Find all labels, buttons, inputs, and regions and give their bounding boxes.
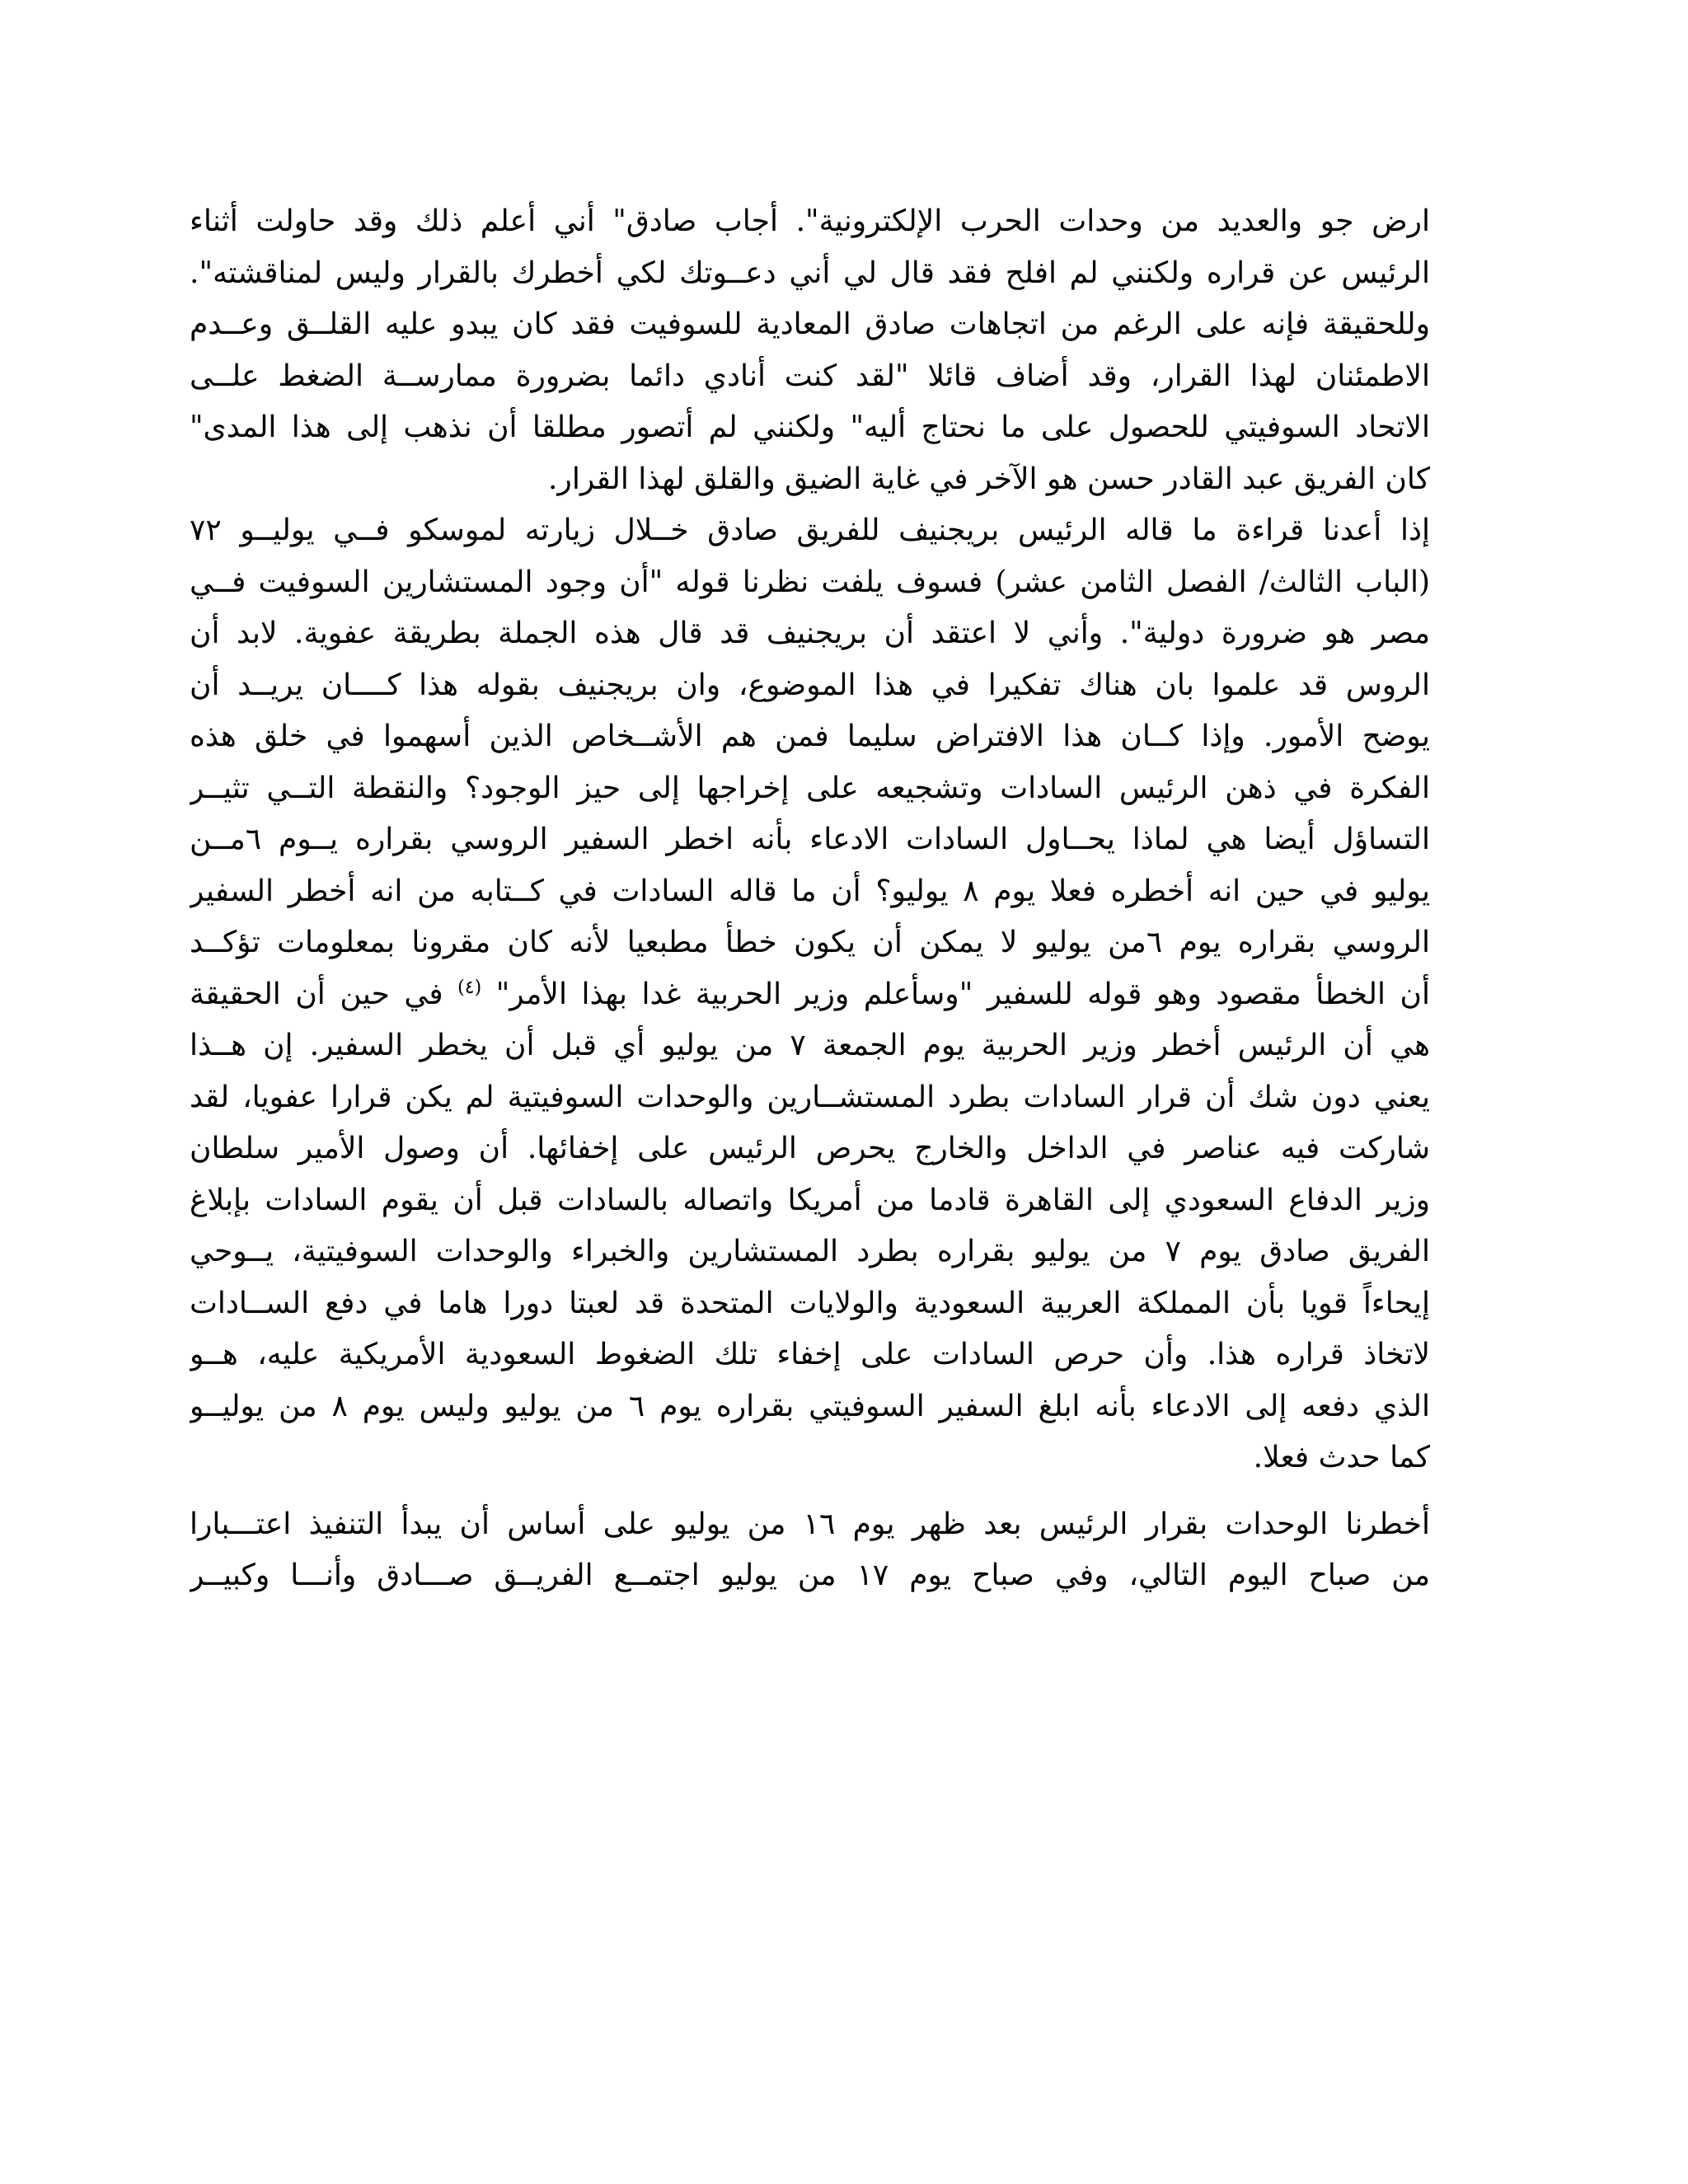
text-line: يعني دون شك أن قرار السادات بطرد المستشــارين والوحدات السوفيتية لم يكن قرارا عفويا، لقد [190, 1080, 1430, 1114]
text-line: إيحاءاً قويا بأن المملكة العربية السعودية والولايات المتحدة قد لعبتا دورا هاما في دفع الســادات [190, 1286, 1430, 1320]
text-line: يوضح الأمور. وإذا كــان هذا الافتراض سليما فمن هم الأشــخاص الذين أسهموا في خلق هذه [190, 719, 1430, 753]
text-line: الاطمئنان لهذا القرار، وقد أضاف قائلا "لقد كنت أنادي دائما بضرورة ممارســة الضغط علــى [190, 359, 1430, 393]
text-line: إذا أعدنا قراءة ما قاله الرئيس بريجنيف للفريق صادق خــلال زيارته لموسكو فــي يوليــو ٧٢ [190, 513, 1430, 547]
text-line: (الباب الثالث/ الفصل الثامن عشر) فسوف يلفت نظرنا قوله "أن وجود المستشارين السوفيت فــي [190, 565, 1430, 599]
paragraph-2 [190, 505, 1430, 1484]
text-line: شاركت فيه عناصر في الداخل والخارج يحرص الرئيس على إخفائها. أن وصول الأمير سلطان [190, 1132, 1430, 1165]
body-text [190, 196, 1430, 1602]
text-line: هي أن الرئيس أخطر وزير الحربية يوم الجمعة ٧ من يوليو أي قبل أن يخطر السفير. إن هــذا [190, 1029, 1430, 1062]
text-line: الاتحاد السوفيتي للحصول على ما نحتاج أليه" ولكنني لم أتصور مطلقا أن نذهب إلى هذا المدى" [190, 410, 1430, 444]
footnote-marker[interactable]: (٤) [457, 977, 482, 998]
text-line: يوليو في حين انه أخطره فعلا يوم ٨ يوليو؟ أن ما قاله السادات في كــتابه من انه أخطر السفير [190, 874, 1430, 908]
text-line: الذي دفعه إلى الادعاء بأنه ابلغ السفير السوفيتي بقراره يوم ٦ من يوليو وليس يوم ٨ من يوليــو [190, 1389, 1430, 1423]
paragraph-3 [190, 1499, 1430, 1602]
text-line: كان الفريق عبد القادر حسن هو الآخر في غاية الضيق والقلق لهذا القرار. [547, 462, 1430, 496]
text-line: الرئيس عن قراره ولكنني لم افلح فقد قال لي أني دعــوتك لكي أخطرك بالقرار وليس لمناقشته". [190, 255, 1430, 290]
text-line: الروس قد علموا بان هناك تفكيرا في هذا الموضوع، وان بريجنيف بقوله هذا كــــان يريــد أن [190, 668, 1430, 702]
text-line: لاتخاذ قراره هذا. وأن حرص السادات على إخفاء تلك الضغوط السعودية الأمريكية عليه، هــو [190, 1338, 1430, 1371]
text-line: كما حدث فعلا. [1253, 1441, 1430, 1474]
text-line: ارض جو والعديد من وحدات الحرب الإلكترونية". أجاب صادق" أني أعلم ذلك وقد حاولت أثناء [190, 204, 1430, 238]
text-line: الفريق صادق يوم ٧ من يوليو بقراره بطرد المستشارين والخبراء والوحدات السوفيتية، يــوحي [190, 1235, 1430, 1268]
text-line: وللحقيقة فإنه على الرغم من اتجاهات صادق المعادية للسوفيت فقد كان يبدو عليه القلــق وعــدم [190, 307, 1430, 341]
text-line: وزير الدفاع السعودي إلى القاهرة قادما من أمريكا واتصاله بالسادات قبل أن يقوم السادات بإبلاغ [190, 1183, 1430, 1217]
paragraph-gap [190, 1484, 1430, 1499]
text-line: من صباح اليوم التالي، وفي صباح يوم ١٧ من يوليو اجتمــع الفريــق صـــادق وأنـــا وكبيــر [190, 1558, 1430, 1592]
text-line: الفكرة في ذهن الرئيس السادات وتشجيعه على إخراجها إلى حيز الوجود؟ والنقطة التــي تثيــر [190, 771, 1430, 805]
text-line: أخطرنا الوحدات بقرار الرئيس بعد ظهر يوم ١٦ من يوليو على أساس أن يبدأ التنفيذ اعتـــبارا [190, 1507, 1430, 1541]
text-line: الروسي بقراره يوم ٦من يوليو لا يمكن أن يكون خطأ مطبعيا لأنه كان مقرونا بمعلومات تؤكــد [190, 926, 1430, 959]
text-line: مصر هو ضرورة دولية". وأني لا اعتقد أن بريجنيف قد قال هذه الجملة بطريقة عفوية. لابد أن [190, 616, 1430, 650]
line-tail: في حين أن الحقيقة [190, 977, 443, 1011]
text-line: التساؤل أيضا هي لماذا يحــاول السادات الادعاء بأنه اخطر السفير الروسي بقراره يــوم ٦مــن [190, 823, 1430, 856]
paragraph-1 [190, 196, 1430, 505]
line-head: أن الخطأ مقصود وهو قوله للسفير "وسأعلم وزير الحربية غدا بهذا الأمر" [495, 977, 1430, 1011]
footnote-line [190, 969, 1430, 1021]
